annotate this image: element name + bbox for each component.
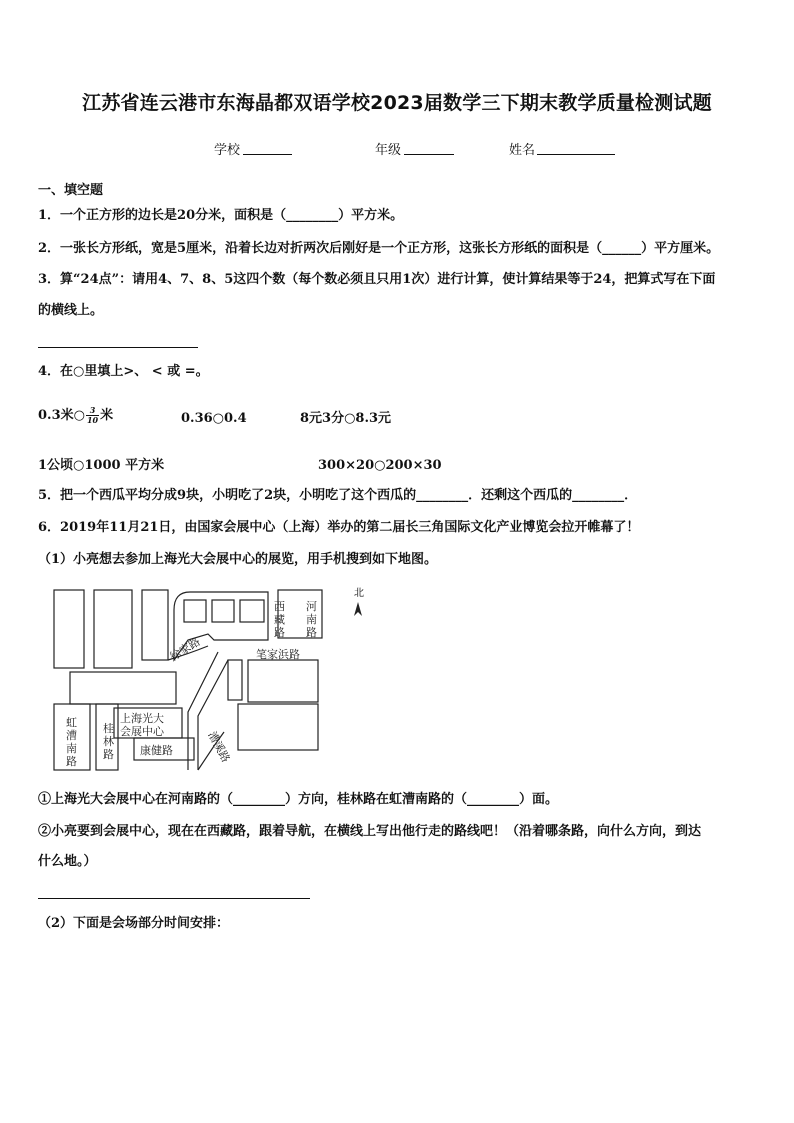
fraction-denominator: 10 [86, 415, 99, 425]
section-heading: 一、填空题 [38, 183, 104, 198]
question-6-b-line2: 什么地。） [38, 854, 97, 869]
question-6-part2: （2）下面是会场部分时间安排： [38, 916, 230, 931]
q4-item-e: 300×20○200×30 [318, 458, 442, 473]
q4-a-left: 0.3米○ [38, 408, 85, 423]
q4-item-c: 8元3分○8.3元 [300, 411, 392, 426]
map-block [94, 590, 132, 668]
name-blank [537, 154, 615, 155]
school-blank [243, 154, 292, 155]
answer-line-q6 [38, 898, 310, 899]
grade-blank [404, 154, 454, 155]
map-road-edge [188, 652, 218, 770]
road-label-bijiabang: 笔家浜路 [256, 648, 300, 661]
road-label-xizang: 西藏路 [274, 600, 285, 639]
question-5: 5．把一个西瓜平均分成9块，小明吃了2块，小明吃了这个西瓜的________．还剩这个西瓜的________． [38, 488, 638, 503]
grade-label: 年级 [375, 143, 402, 158]
name-label: 姓名 [509, 143, 536, 158]
venue-label-line1: 上海光大 [120, 712, 164, 725]
fraction [86, 406, 99, 425]
question-3-line2: 的横线上。 [38, 303, 104, 318]
q4-item-d: 1公顷○1000 平方米 [38, 458, 165, 473]
q4-item-b: 0.36○0.4 [181, 411, 247, 426]
road-label-kangjian: 康健路 [140, 744, 173, 757]
north-label: 北 [354, 588, 364, 599]
map-block [228, 660, 242, 700]
fraction-numerator: 3 [86, 406, 99, 416]
map-block [70, 672, 176, 704]
q4-item-a [38, 406, 113, 425]
page-title: 江苏省连云港市东海晶都双语学校2023届数学三下期末教学质量检测试题 [82, 92, 712, 114]
road-label-hongcao: 虹漕南路 [66, 716, 77, 768]
question-3-line1: 3．算“24点”：请用4、7、8、5这四个数（每个数必须且只用1次）进行计算，使计算结果等于24，把算式写在下面 [38, 272, 716, 287]
map-block [142, 590, 168, 660]
question-6-part1: （1）小亮想去参加上海光大会展中心的展览，用手机搜到如下地图。 [38, 552, 438, 567]
answer-line-q3 [38, 347, 198, 348]
question-1: 1．一个正方形的边长是20分米，面积是（________）平方米。 [38, 208, 404, 223]
map-block [184, 600, 206, 622]
q4-a-right: 米 [100, 408, 114, 423]
question-6: 6．2019年11月21日，由国家会展中心（上海）举办的第二届长三角国际文化产业博览会拉开帷幕了！ [38, 520, 640, 535]
question-6-a: ①上海光大会展中心在河南路的（________）方向，桂林路在虹漕南路的（________）面。 [38, 792, 559, 807]
road-label-henan: 河南路 [306, 600, 317, 639]
map-block [238, 704, 318, 750]
road-label-caoxi: 漕溪路 [205, 729, 233, 765]
street-map [48, 582, 378, 777]
school-label: 学校 [214, 143, 241, 158]
road-label-guilin: 桂林路 [103, 722, 114, 761]
question-4-stem: 4．在○里填上>、 < 或 =。 [38, 364, 209, 379]
map-block [248, 660, 318, 702]
north-arrow-icon [354, 602, 362, 616]
map-block [212, 600, 234, 622]
map-block [54, 590, 84, 668]
road-label-xujia: 徐家路 [167, 635, 203, 664]
venue-label-line2: 会展中心 [120, 725, 164, 738]
map-block [240, 600, 264, 622]
question-2: 2．一张长方形纸，宽是5厘米，沿着长边对折两次后刚好是一个正方形，这张长方形纸的面积是（______）平方厘米。 [38, 241, 720, 256]
question-6-b-line1: ②小亮要到会展中心，现在在西藏路，跟着导航，在横线上写出他行走的路线吧！（沿着哪条路，向什么方向，到达 [38, 824, 702, 839]
